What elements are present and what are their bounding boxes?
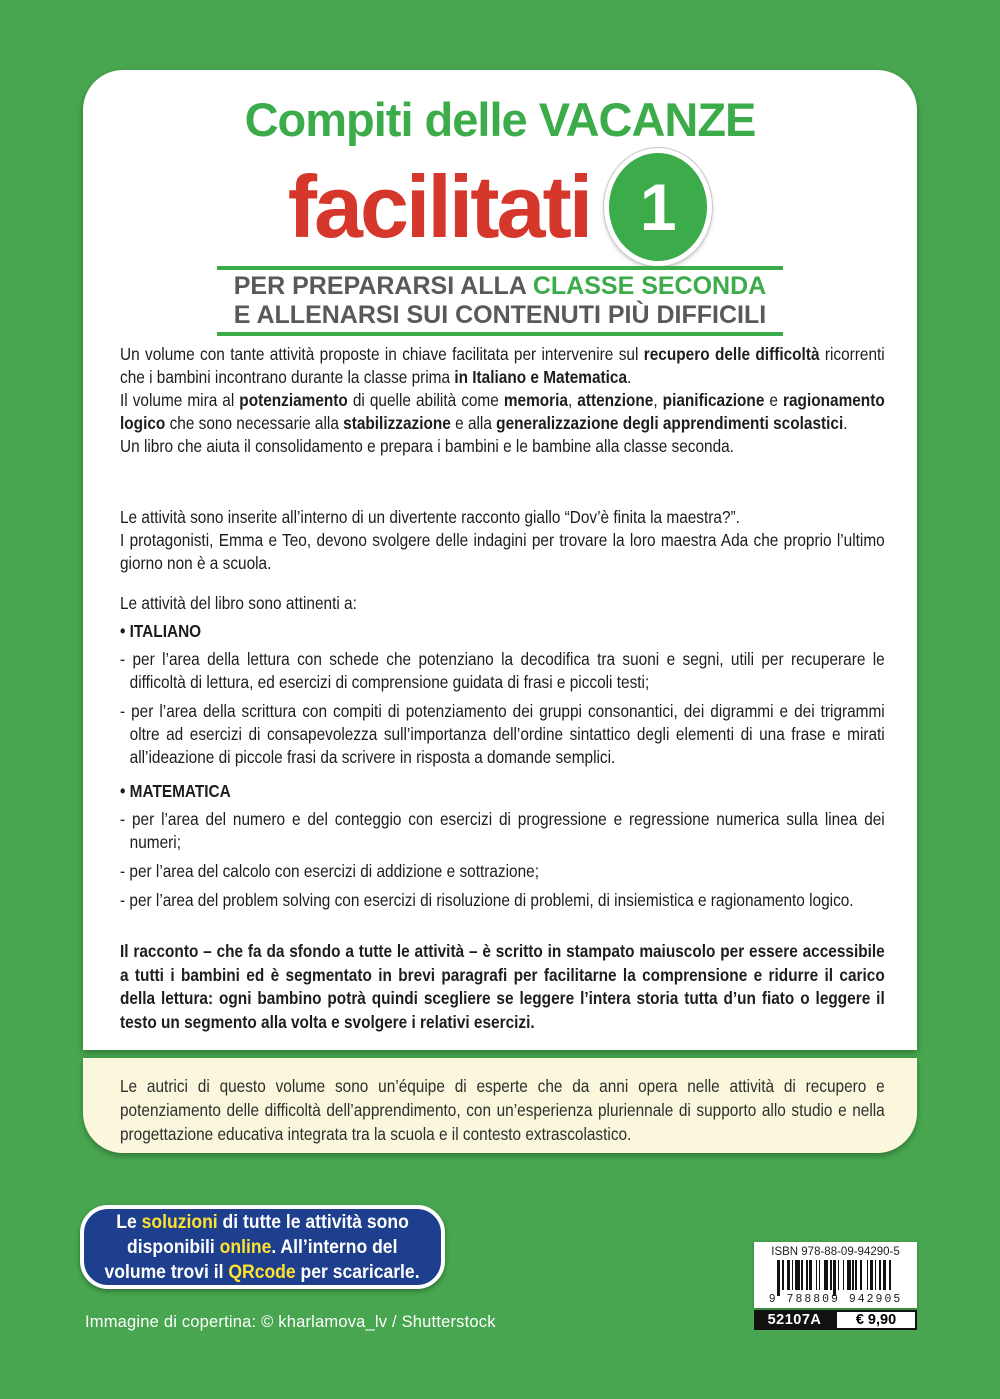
authors-box bbox=[83, 1058, 917, 1153]
subtitle-line-2: E ALLENARSI SUI CONTENUTI PIÙ DIFFICILI bbox=[233, 301, 767, 329]
barcode-footer bbox=[754, 1310, 917, 1330]
isbn-barcode-box bbox=[754, 1242, 917, 1308]
product-code: 52107A bbox=[754, 1310, 835, 1330]
activities-intro: Le attività del libro sono attinenti a: bbox=[120, 593, 357, 613]
divider-bottom bbox=[217, 332, 783, 336]
subtitle bbox=[83, 272, 917, 330]
section-italiano-heading: • ITALIANO bbox=[120, 621, 202, 641]
section-italiano-list bbox=[120, 648, 885, 769]
section-italiano bbox=[120, 620, 885, 775]
story-format-paragraph: Il racconto – che fa da sfondo a tutte le attività – è scritto in stampato maiuscolo per essere accessibile a tutti i bambini ed è segmentato in brevi paragrafi per facilitarne la comprensione e ridurre il carico della lettura: ogni bambino potrà quindi scegliere se leggere l’intera storia tutta d’un fiato o leggere il testo un segmento alla volta e svolgere i relativi esercizi. bbox=[120, 941, 885, 1032]
volume-number-badge bbox=[604, 148, 712, 266]
intro-paragraph-part-2: Il volume mira al potenziamento di quelle abilità come memoria, attenzione, pianificazione e ragionamento logico che sono necessarie alla stabilizzazione e alla generalizzazione degli apprendimenti scolastici. bbox=[120, 390, 885, 433]
volume-number: 1 bbox=[639, 170, 677, 244]
cover-image-credit: Immagine di copertina: © kharlamova_lv / Shutterstock bbox=[85, 1313, 496, 1331]
section-matematica bbox=[120, 780, 885, 918]
book-title: facilitati bbox=[287, 157, 591, 256]
list-item: - per l’area del calcolo con esercizi di addizione e sottrazione; bbox=[120, 861, 539, 881]
list-item: - per l’area della scrittura con compiti di potenziamento dei gruppi consonantici, dei digrammi e dei trigrammi oltre ad esercizi di consapevolezza sull’importanza dell’ordine sintattico degli elementi di una frase e mirati all’ideazione di piccole frasi da scrivere in risposta a domande semplici. bbox=[120, 701, 885, 767]
solutions-line-3: volume trovi il QRcode per scaricarle. bbox=[104, 1260, 421, 1283]
series-title: Compiti delle VACANZE bbox=[244, 93, 756, 146]
ean-digits: 9 788809 942905 bbox=[768, 1293, 903, 1306]
story-paragraph-part-1: Le attività sono inserite all’interno di un divertente racconto giallo “Dov’è finita la maestra?”. bbox=[120, 507, 740, 527]
intro-paragraph-part-1: Un volume con tante attività proposte in chiave facilitata per intervenire sul recupero delle difficoltà ricorrenti che i bambini incontrano durante la classe prima in Italiano e Matematica. bbox=[120, 344, 885, 387]
list-item: - per l’area del problem solving con esercizi di risoluzione di problemi, di insiemistica e ragionamento logico. bbox=[120, 890, 854, 910]
story-paragraph bbox=[120, 506, 885, 575]
solutions-box bbox=[80, 1205, 445, 1289]
solutions-line-2: disponibili online. All’interno del bbox=[127, 1235, 398, 1258]
subtitle-line-1: PER PREPARARSI ALLA CLASSE SECONDA bbox=[233, 272, 767, 300]
title-block bbox=[83, 94, 917, 266]
title-row bbox=[83, 148, 917, 266]
list-item: - per l’area della lettura con schede che potenziano la decodifica tra suoni e segni, utili per recuperare le difficoltà di lettura, ed esercizi di comprensione guidata di frasi e piccoli testi; bbox=[120, 649, 885, 692]
intro-paragraph bbox=[120, 343, 885, 458]
list-item: - per l’area del numero e del conteggio con esercizi di progressione e regressione numerica sulla linea dei numeri; bbox=[120, 809, 885, 852]
isbn-number: ISBN 978-88-09-94290-5 bbox=[771, 1246, 900, 1258]
divider-top bbox=[217, 266, 783, 270]
section-matematica-heading: • MATEMATICA bbox=[120, 781, 231, 801]
solutions-line-1: Le soluzioni di tutte le attività sono bbox=[116, 1210, 409, 1233]
price-tag: € 9,90 bbox=[835, 1310, 917, 1330]
section-matematica-list bbox=[120, 808, 885, 912]
story-paragraph-part-2: I protagonisti, Emma e Teo, devono svolgere delle indagini per trovare la loro maestra Ada che proprio l’ultimo giorno non è a scuola. bbox=[120, 530, 885, 573]
authors-text: Le autrici di questo volume sono un’équipe di esperte che da anni opera nelle attività di recupero e potenziamento delle difficoltà dell’apprendimento, con un’esperienza pluriennale di supporto allo studio e nella progettazione educativa integrata tra la scuola e il contesto extrascolastico. bbox=[120, 1076, 885, 1144]
main-card bbox=[83, 70, 917, 1050]
ean-barcode bbox=[777, 1260, 893, 1296]
intro-paragraph-part-3: Un libro che aiuta il consolidamento e prepara i bambini e le bambine alla classe seconda. bbox=[120, 436, 734, 456]
